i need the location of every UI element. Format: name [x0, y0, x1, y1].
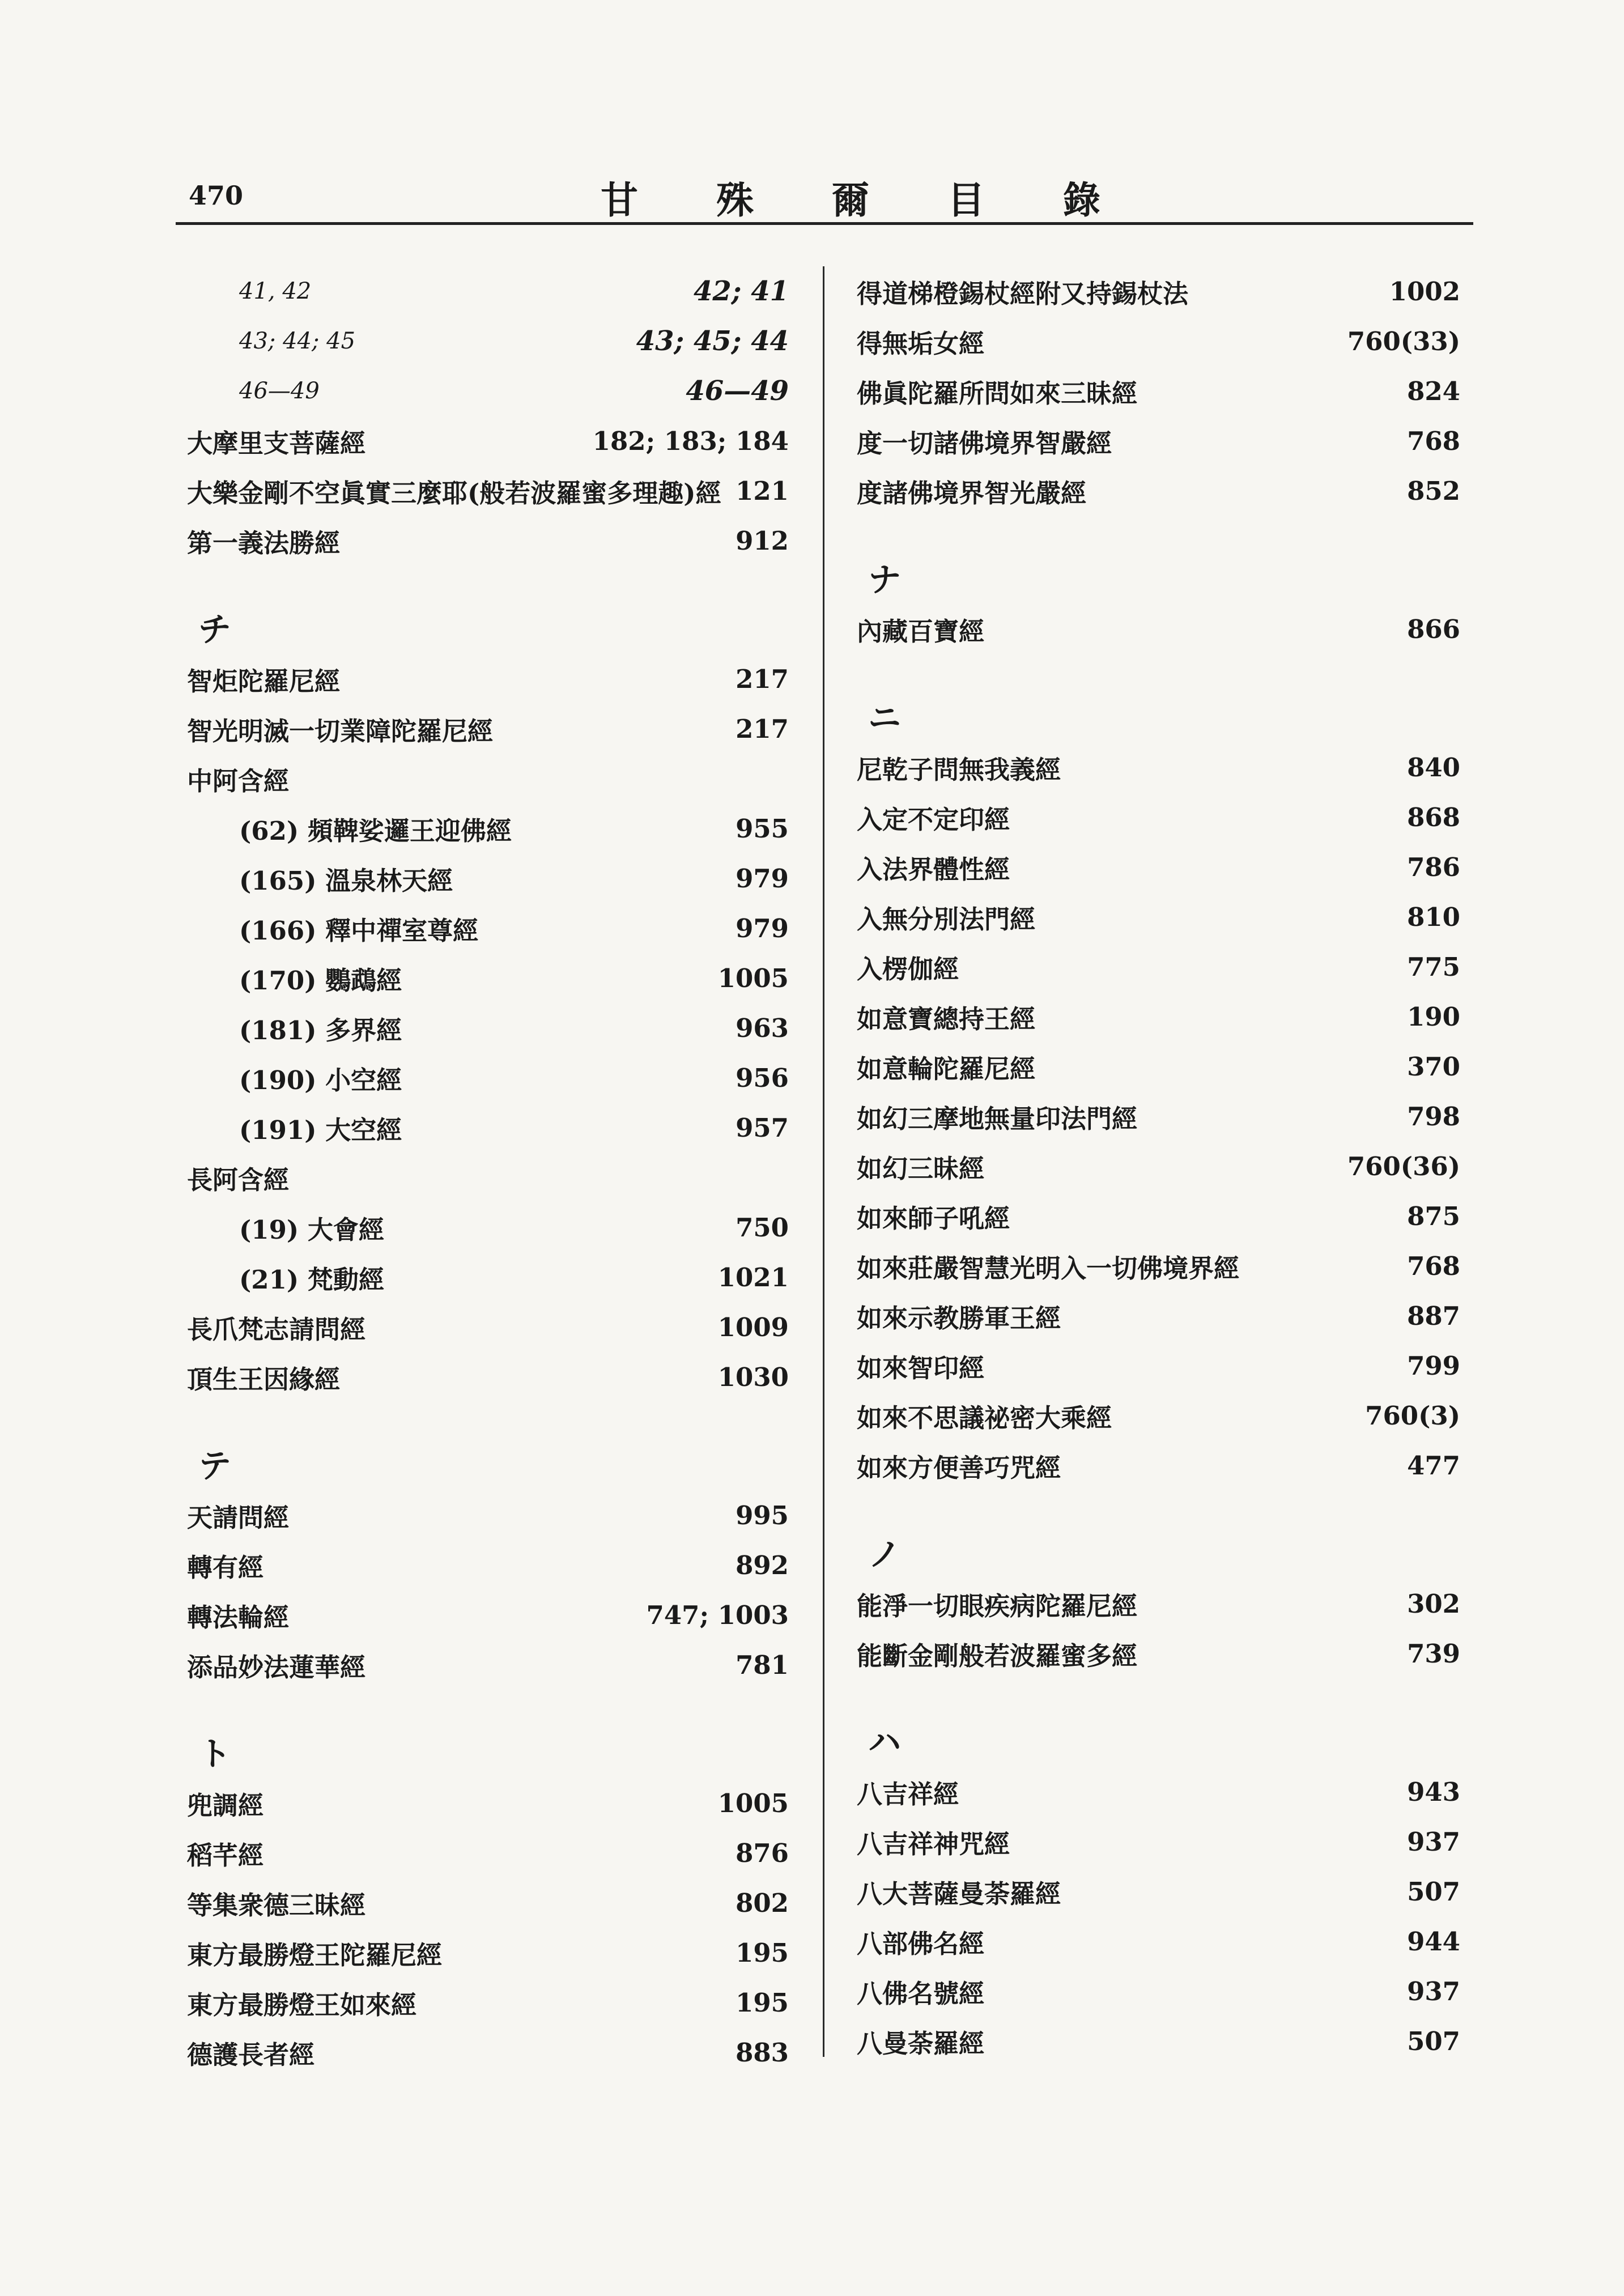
section-heading-label: チ	[198, 610, 232, 649]
entry-title: 41, 42	[239, 278, 312, 304]
index-entry	[857, 792, 1460, 842]
index-entry	[857, 992, 1460, 1041]
entry-page-ref: 1002	[1389, 276, 1460, 307]
entry-title: 入楞伽經	[857, 954, 959, 984]
entry-page-ref: 944	[1407, 1926, 1460, 1957]
entry-title: 長爪梵志請問經	[187, 1314, 366, 1345]
entry-title: 如幻三摩地無量印法門經	[857, 1103, 1138, 1134]
index-entry	[857, 604, 1460, 654]
index-entry	[857, 466, 1460, 516]
right-index-column	[857, 266, 1460, 2066]
entry-title: (21) 梵動經	[239, 1264, 384, 1295]
entry-title: 尼乾子問無我義經	[857, 754, 1061, 785]
left-index-column	[187, 266, 789, 2077]
index-entry	[187, 1878, 789, 1928]
entry-title: 43; 44; 45	[239, 328, 356, 354]
entry-title: (62) 頻鞞娑邏王迎佛經	[239, 815, 512, 846]
index-entry	[857, 1241, 1460, 1291]
index-entry	[187, 1490, 789, 1540]
entry-page-ref: 810	[1407, 902, 1460, 932]
index-entry	[187, 516, 789, 566]
entry-title: 如意輪陀羅尼經	[857, 1053, 1036, 1084]
index-entry	[187, 853, 789, 903]
entry-page-ref: 943	[1407, 1776, 1460, 1807]
index-entry	[857, 1391, 1460, 1440]
entry-page-ref: 798	[1407, 1101, 1460, 1132]
entry-title: 如來不思議祕密大乘經	[857, 1402, 1112, 1433]
entry-title: 大樂金剛不空眞實三麼耶(般若波羅蜜多理趣)經	[187, 478, 721, 508]
entry-title: 佛眞陀羅所問如來三昧經	[857, 378, 1138, 409]
entry-title: 八佛名號經	[857, 1978, 985, 2009]
section-heading	[857, 553, 1460, 601]
index-entry	[857, 1041, 1460, 1091]
entry-page-ref: 824	[1407, 376, 1460, 406]
index-entry	[857, 1966, 1460, 2016]
index-entry	[857, 1440, 1460, 1490]
section-heading-label: テ	[198, 1447, 232, 1485]
entry-page-ref: 747; 1003	[646, 1600, 789, 1630]
section-heading	[187, 1727, 789, 1775]
entry-page-ref: 121	[736, 475, 789, 506]
entry-page-ref: 739	[1407, 1638, 1460, 1669]
index-entry	[187, 1003, 789, 1053]
entry-page-ref: 957	[736, 1112, 789, 1143]
entry-page-ref: 955	[736, 813, 789, 844]
entry-page-ref: 217	[736, 713, 789, 744]
entry-page-ref: 190	[1407, 1001, 1460, 1032]
index-entry	[187, 1590, 789, 1640]
entry-page-ref: 963	[736, 1013, 789, 1043]
entry-title: 轉有經	[187, 1552, 264, 1583]
entry-title: 能斷金剛般若波羅蜜多經	[857, 1640, 1138, 1671]
index-entry	[857, 1191, 1460, 1241]
entry-title: 大摩里支菩薩經	[187, 428, 366, 458]
entry-title: 天請問經	[187, 1502, 290, 1533]
entry-title: 德護長者經	[187, 2039, 315, 2070]
index-entry	[857, 892, 1460, 942]
section-heading	[857, 1528, 1460, 1575]
entry-page-ref: 768	[1407, 426, 1460, 456]
index-entry	[857, 1916, 1460, 1966]
page-title: 甘 殊 爾 目 錄	[601, 178, 1100, 222]
entry-page-ref: 883	[736, 2037, 789, 2068]
entry-title: 長阿含經	[187, 1164, 290, 1195]
index-entry	[187, 416, 789, 466]
index-entry	[857, 942, 1460, 992]
entry-page-ref: 507	[1407, 1876, 1460, 1907]
index-entry	[857, 2016, 1460, 2066]
entry-page-ref: 781	[736, 1649, 789, 1680]
index-entry	[187, 1978, 789, 2027]
entry-page-ref: 852	[1407, 475, 1460, 506]
entry-page-ref: 892	[736, 1550, 789, 1580]
index-entry	[187, 754, 789, 803]
entry-page-ref: 302	[1407, 1588, 1460, 1619]
index-entry	[187, 316, 789, 366]
section-heading	[857, 1716, 1460, 1763]
entry-title: 得道梯橙錫杖經附又持錫杖法	[857, 278, 1189, 309]
entry-title: 如來莊嚴智慧光明入一切佛境界經	[857, 1253, 1240, 1283]
entry-page-ref: 217	[736, 664, 789, 694]
entry-page-ref: 1005	[717, 963, 789, 993]
entry-page-ref: 760(3)	[1365, 1400, 1460, 1431]
section-heading	[187, 1439, 789, 1487]
entry-page-ref: 42; 41	[693, 275, 789, 307]
entry-page-ref: 760(36)	[1347, 1151, 1460, 1181]
entry-title: 能淨一切眼疾病陀羅尼經	[857, 1591, 1138, 1621]
index-entry	[187, 654, 789, 704]
entry-title: 入法界體性經	[857, 854, 1010, 885]
entry-title: (190) 小空經	[239, 1065, 402, 1095]
entry-title: 轉法輪經	[187, 1602, 290, 1632]
entry-title: 如意寶總持王經	[857, 1004, 1036, 1034]
entry-title: (165) 溫泉林天經	[239, 865, 453, 896]
entry-title: 八曼荼羅經	[857, 2028, 985, 2059]
entry-title: 如來智印經	[857, 1353, 985, 1383]
entry-page-ref: 1005	[717, 1788, 789, 1818]
section-heading-label: ニ	[868, 699, 902, 737]
entry-page-ref: 937	[1407, 1826, 1460, 1857]
entry-title: 中阿含經	[187, 766, 290, 796]
entry-title: (170) 鸚鵡經	[239, 965, 402, 996]
index-entry	[187, 1828, 789, 1878]
section-heading-label: ノ	[868, 1535, 902, 1574]
entry-title: 入定不定印經	[857, 804, 1010, 835]
entry-page-ref: 1021	[717, 1262, 789, 1292]
entry-page-ref: 370	[1407, 1051, 1460, 1082]
entry-title: 八吉祥神咒經	[857, 1829, 1010, 1859]
section-heading-label: ナ	[868, 560, 902, 599]
entry-title: 八部佛名經	[857, 1928, 985, 1959]
entry-page-ref: 979	[736, 863, 789, 894]
index-entry	[857, 316, 1460, 366]
entry-page-ref: 1030	[717, 1362, 789, 1392]
index-entry	[857, 1341, 1460, 1391]
entry-title: 如來方便善巧咒經	[857, 1452, 1061, 1483]
entry-title: 頂生王因緣經	[187, 1364, 341, 1394]
entry-title: 內藏百寶經	[857, 616, 985, 647]
index-entry	[187, 704, 789, 754]
index-entry	[187, 366, 789, 416]
index-entry	[187, 1540, 789, 1590]
entry-page-ref: 995	[736, 1500, 789, 1530]
index-entry	[187, 266, 789, 316]
column-divider	[823, 266, 824, 2057]
index-entry	[857, 1091, 1460, 1141]
index-entry	[857, 1141, 1460, 1191]
index-entry	[187, 1928, 789, 1978]
entry-page-ref: 477	[1407, 1450, 1460, 1481]
entry-page-ref: 46—49	[686, 375, 789, 407]
index-entry	[187, 1202, 789, 1252]
index-entry	[857, 416, 1460, 466]
entry-title: (181) 多界經	[239, 1015, 402, 1045]
entry-title: (191) 大空經	[239, 1115, 402, 1145]
index-entry	[187, 1103, 789, 1153]
index-entry	[857, 266, 1460, 316]
entry-page-ref: 750	[736, 1212, 789, 1243]
index-entry	[187, 466, 789, 516]
index-entry	[187, 1252, 789, 1302]
section-heading	[187, 603, 789, 650]
entry-title: (19) 大會經	[239, 1214, 384, 1245]
index-entry	[857, 1629, 1460, 1678]
section-heading-label: ト	[198, 1734, 232, 1773]
header-rule	[176, 222, 1473, 225]
entry-title: 稻芊經	[187, 1840, 264, 1870]
entry-page-ref: 768	[1407, 1251, 1460, 1281]
entry-page-ref: 195	[736, 1987, 789, 2018]
entry-title: 46—49	[239, 378, 320, 404]
entry-title: 兜調經	[187, 1790, 264, 1821]
entry-page-ref: 182; 183; 184	[592, 426, 789, 456]
entry-page-ref: 937	[1407, 1976, 1460, 2006]
entry-title: 如幻三昧經	[857, 1153, 985, 1184]
index-entry	[187, 1778, 789, 1828]
index-entry	[187, 1302, 789, 1352]
entry-page-ref: 840	[1407, 752, 1460, 783]
entry-title: 八吉祥經	[857, 1779, 959, 1809]
index-entry	[857, 1291, 1460, 1341]
entry-page-ref: 799	[1407, 1350, 1460, 1381]
entry-page-ref: 866	[1407, 614, 1460, 644]
index-entry	[857, 366, 1460, 416]
index-entry	[187, 903, 789, 953]
entry-title: (166) 釋中禪室尊經	[239, 915, 479, 946]
page-number: 470	[189, 180, 244, 211]
entry-page-ref: 43; 45; 44	[636, 325, 789, 357]
entry-page-ref: 760(33)	[1347, 326, 1460, 356]
entry-page-ref: 887	[1407, 1300, 1460, 1331]
entry-title: 東方最勝燈王如來經	[187, 1989, 417, 2020]
entry-title: 等集衆德三昧經	[187, 1890, 366, 1920]
index-entry	[187, 2027, 789, 2077]
entry-title: 得無垢女經	[857, 328, 985, 359]
entry-page-ref: 507	[1407, 2026, 1460, 2056]
index-entry	[857, 1817, 1460, 1866]
entry-title: 如來師子吼經	[857, 1203, 1010, 1234]
index-entry	[187, 803, 789, 853]
entry-title: 度諸佛境界智光嚴經	[857, 478, 1087, 508]
entry-title: 智炬陀羅尼經	[187, 666, 341, 696]
entry-title: 智光明滅一切業障陀羅尼經	[187, 716, 494, 746]
entry-page-ref: 786	[1407, 852, 1460, 882]
index-entry	[187, 953, 789, 1003]
entry-page-ref: 775	[1407, 951, 1460, 982]
entry-title: 東方最勝燈王陀羅尼經	[187, 1940, 443, 1970]
entry-title: 入無分別法門經	[857, 904, 1036, 934]
index-entry	[187, 1153, 789, 1202]
entry-title: 添品妙法蓮華經	[187, 1652, 366, 1682]
section-heading	[857, 691, 1460, 739]
index-entry	[187, 1053, 789, 1103]
entry-title: 第一義法勝經	[187, 528, 341, 558]
entry-page-ref: 979	[736, 913, 789, 943]
entry-title: 度一切諸佛境界智嚴經	[857, 428, 1112, 458]
index-entry	[857, 1579, 1460, 1629]
section-heading-label: ハ	[868, 1723, 902, 1762]
entry-page-ref: 195	[736, 1937, 789, 1968]
index-entry	[857, 742, 1460, 792]
entry-title: 八大菩薩曼荼羅經	[857, 1878, 1061, 1909]
index-entry	[857, 842, 1460, 892]
entry-page-ref: 1009	[717, 1312, 789, 1342]
entry-page-ref: 876	[736, 1838, 789, 1868]
entry-page-ref: 875	[1407, 1201, 1460, 1231]
entry-page-ref: 802	[736, 1887, 789, 1918]
entry-page-ref: 868	[1407, 802, 1460, 832]
index-entry	[187, 1640, 789, 1690]
entry-page-ref: 912	[736, 525, 789, 556]
entry-title: 如來示教勝軍王經	[857, 1303, 1061, 1333]
entry-page-ref: 956	[736, 1062, 789, 1093]
index-entry	[187, 1352, 789, 1402]
index-entry	[857, 1767, 1460, 1817]
index-entry	[857, 1866, 1460, 1916]
